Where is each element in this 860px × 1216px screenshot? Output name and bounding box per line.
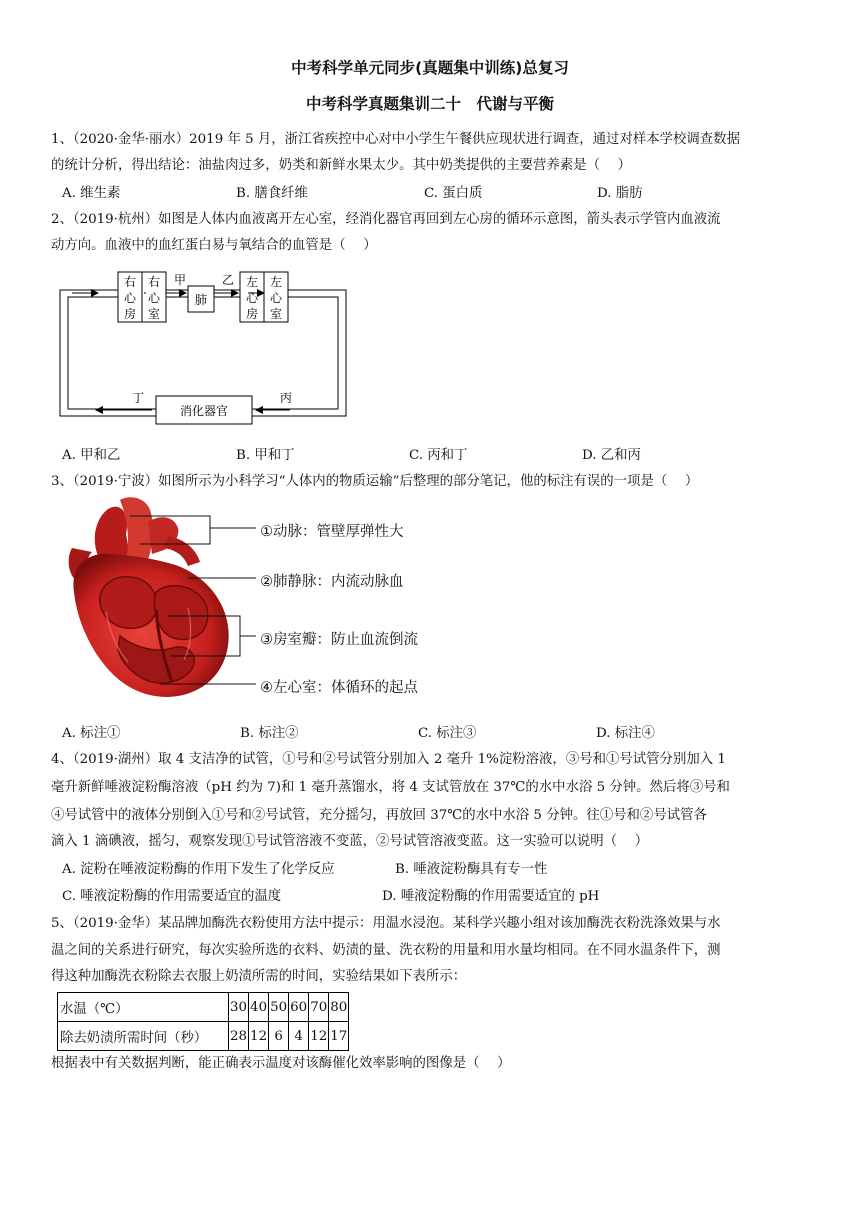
q4-line3: ④号试管中的液体分别倒入①号和②号试管，充分摇匀，再放回 37℃的水中水浴 5 分钟。往①号和②号试管各 [51,808,707,823]
table-cell: 28 [229,1022,249,1051]
q2-option-c[interactable]: C. 丙和丁 [409,448,468,463]
page-subtitle: 中考科学真题集训二十 代谢与平衡 [305,95,554,113]
table-cell: 70 [309,993,329,1022]
table-cell: 60 [289,993,309,1022]
left-atrium-char-3: 房 [245,307,259,321]
right-ventricle-char-2: 心 [147,291,161,305]
table-cell: 80 [329,993,349,1022]
left-ventricle-char-3: 室 [269,307,283,321]
heart-figure [60,496,450,718]
q1-stem-line1: 1、（2020·金华·丽水）2019 年 5 月，浙江省疾控中心对中小学生午餐供应现状进行调查，通过对样本学校调查数据 [51,132,740,147]
table-cell: 12 [309,1022,329,1051]
right-ventricle-char-1: 右 [147,275,161,289]
table-row-label: 水温（℃） [58,993,229,1022]
q2-stem-line2: 动方向。血液中的血红蛋白易与氧结合的血管是（ ） [51,238,377,253]
q2-option-b[interactable]: B. 甲和丁 [236,448,295,463]
q2-option-d[interactable]: D. 乙和丙 [582,448,641,463]
temperature-table [57,992,349,1051]
left-ventricle-char-1: 左 [269,275,283,289]
q2-option-a[interactable]: A. 甲和乙 [62,448,121,463]
q3-stem: 3、（2019·宁波）如图所示为小科学习“人体内的物质运输”后整理的部分笔记，他的标注有误的一项是（ ） [51,474,699,489]
q5-line2: 温之间的关系进行研究，每次实验所选的衣料、奶渍的量、洗衣粉的用量和用水量均相同。在不同水温条件下，测 [51,943,721,958]
left-atrium-char-2: 心 [245,291,259,305]
table-row [58,1022,349,1051]
left-atrium-char-1: 左 [245,275,259,289]
q1-option-c[interactable]: C. 蛋白质 [424,186,483,201]
q2-stem-line1: 2、（2019·杭州）如图是人体内血液离开左心室，经消化器官再回到左心房的循环示意图，箭头表示学管内血液流 [51,212,721,227]
q3-option-d[interactable]: D. 标注④ [596,726,655,741]
right-atrium-char-1: 右 [123,275,137,289]
heart-image [69,497,229,697]
heart-label-1: ①动脉：管壁厚弹性大 [260,524,404,540]
right-atrium-char-3: 房 [123,307,137,321]
left-ventricle-char-2: 心 [269,291,283,305]
q3-option-c[interactable]: C. 标注③ [418,726,477,741]
right-ventricle-char-3: 室 [147,307,161,321]
heart-label-3: ③房室瓣：防止血流倒流 [260,632,418,648]
table-row [58,993,349,1022]
label-jia: 甲 [173,273,187,287]
circulation-diagram [52,264,352,426]
table-cell: 17 [329,1022,349,1051]
table-cell: 4 [289,1022,309,1051]
q4-line1: 4、（2019·湖州）取 4 支洁净的试管，①号和②号试管分别加入 2 毫升 1%淀粉溶液，③号和①号试管分别加入 1 [51,752,726,767]
q5-line3: 得这种加酶洗衣粉除去衣服上奶渍所需的时间，实验结果如下表所示： [51,969,467,984]
digestive-organ-label: 消化器官 [179,404,229,418]
heart-label-2: ②肺静脉：内流动脉血 [260,574,404,590]
table-cell: 30 [229,993,249,1022]
q4-line2: 毫升新鲜唾液淀粉酶溶液（pH 约为 7)和 1 毫升蒸馏水，将 4 支试管放在 37℃的水中水浴 5 分钟。然后将③号和 [51,780,730,795]
right-atrium-char-2: 心 [123,291,137,305]
page-title: 中考科学单元同步(真题集中训练)总复习 [291,59,569,77]
q3-option-a[interactable]: A. 标注① [62,726,121,741]
q5-line1: 5、（2019·金华）某品牌加酶洗衣粉使用方法中提示：用温水浸泡。某科学兴趣小组对该加酶洗衣粉洗涤效果与水 [51,916,721,931]
q4-line4: 滴入 1 滴碘液，摇匀，观察发现①号试管溶液不变蓝，②号试管溶液变蓝。这一实验可以说明（ ） [51,834,649,849]
q1-option-d[interactable]: D. 脂肪 [597,186,643,201]
label-yi: 乙 [221,273,235,287]
label-bing: 丙 [279,391,293,405]
q1-option-b[interactable]: B. 膳食纤维 [236,186,308,201]
q1-option-a[interactable]: A. 维生素 [62,186,121,201]
label-ding: 丁 [131,391,145,405]
heart-label-4: ④左心室：体循环的起点 [260,680,418,696]
table-cell: 40 [249,993,269,1022]
q5-after-table: 根据表中有关数据判断，能正确表示温度对该酶催化效率影响的图像是（ ） [51,1056,511,1071]
table-row-label: 除去奶渍所需时间（秒） [58,1022,229,1051]
q4-option-d[interactable]: D. 唾液淀粉酶的作用需要适宜的 pH [382,889,600,904]
lung-label: 肺 [194,293,208,307]
q4-option-a[interactable]: A. 淀粉在唾液淀粉酶的作用下发生了化学反应 [62,862,335,877]
q4-option-b[interactable]: B. 唾液淀粉酶具有专一性 [395,862,548,877]
q3-option-b[interactable]: B. 标注② [240,726,299,741]
table-cell: 6 [269,1022,289,1051]
table-cell: 12 [249,1022,269,1051]
q4-option-c[interactable]: C. 唾液淀粉酶的作用需要适宜的温度 [62,889,282,904]
table-cell: 50 [269,993,289,1022]
q1-stem-line2: 的统计分析，得出结论：油盐肉过多，奶类和新鲜水果太少。其中奶类提供的主要营养素是（ ） [51,158,632,173]
